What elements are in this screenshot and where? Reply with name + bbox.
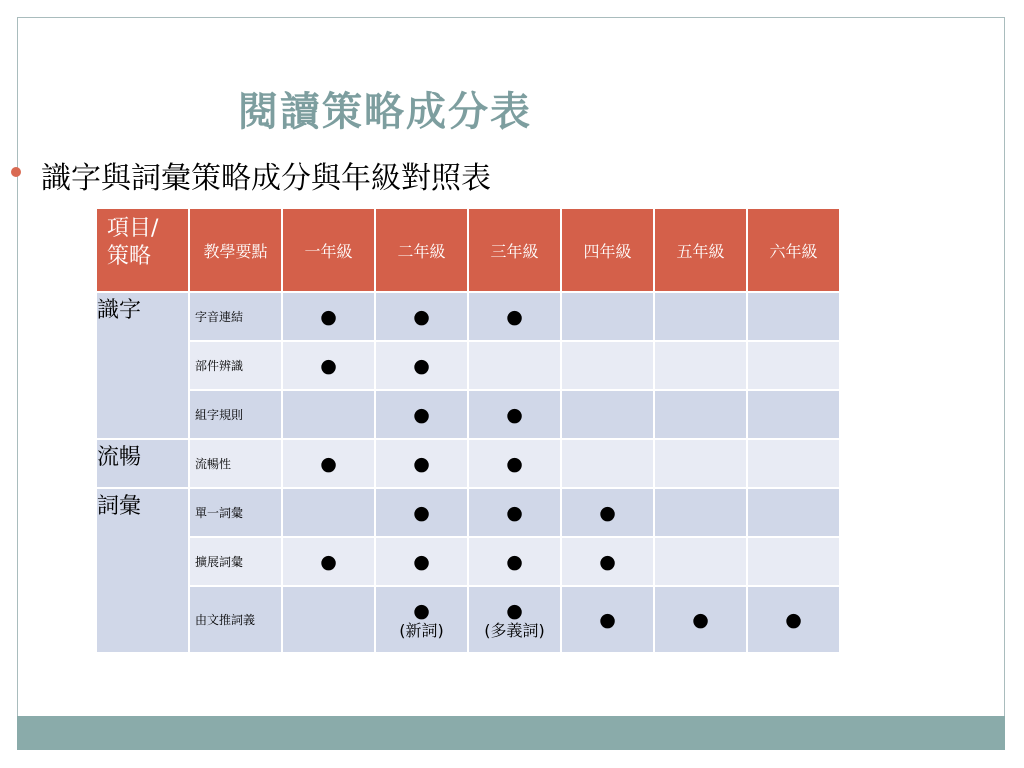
mark-cell-with-note bbox=[375, 586, 468, 653]
mark-cell bbox=[561, 292, 654, 341]
mark-cell bbox=[747, 439, 840, 488]
header-grade-2: 二年級 bbox=[375, 208, 468, 292]
mark-cell: ● bbox=[561, 586, 654, 653]
mark-cell bbox=[282, 586, 375, 653]
mark-cell bbox=[282, 488, 375, 537]
mark-cell bbox=[747, 341, 840, 390]
mark-cell: ● bbox=[468, 488, 561, 537]
header-grade-3: 三年級 bbox=[468, 208, 561, 292]
mark-cell: ● bbox=[561, 488, 654, 537]
mark-cell: ● bbox=[282, 341, 375, 390]
mark-cell bbox=[561, 390, 654, 439]
row-label: 流暢性 bbox=[189, 439, 282, 488]
table-row bbox=[96, 537, 840, 586]
mark-cell: ● bbox=[654, 586, 747, 653]
table-header-row bbox=[96, 208, 840, 292]
table-row bbox=[96, 390, 840, 439]
header-grade-5: 五年級 bbox=[654, 208, 747, 292]
mark-cell: ● bbox=[282, 439, 375, 488]
mark-cell: ● bbox=[375, 390, 468, 439]
mark-symbol: ● bbox=[506, 599, 523, 622]
table-row bbox=[96, 439, 840, 488]
mark-cell bbox=[561, 439, 654, 488]
header-grade-1: 一年級 bbox=[282, 208, 375, 292]
header-grade-6: 六年級 bbox=[747, 208, 840, 292]
mark-cell bbox=[654, 292, 747, 341]
mark-cell bbox=[747, 537, 840, 586]
mark-cell: ● bbox=[375, 537, 468, 586]
mark-cell bbox=[747, 488, 840, 537]
mark-cell: ● bbox=[375, 341, 468, 390]
mark-cell: ● bbox=[561, 537, 654, 586]
slide-title: 閱讀策略成分表 bbox=[238, 89, 532, 135]
mark-cell: ● bbox=[468, 439, 561, 488]
table-row bbox=[96, 488, 840, 537]
row-label: 部件辨識 bbox=[189, 341, 282, 390]
mark-note-polysemy: (多義詞) bbox=[484, 620, 545, 640]
mark-cell: ● bbox=[747, 586, 840, 653]
mark-cell bbox=[654, 537, 747, 586]
row-label: 擴展詞彙 bbox=[189, 537, 282, 586]
mark-cell-with-note bbox=[468, 586, 561, 653]
mark-cell: ● bbox=[468, 537, 561, 586]
row-label: 組字規則 bbox=[189, 390, 282, 439]
mark-note-new-word: (新詞) bbox=[399, 620, 444, 640]
category-vocabulary: 詞彙 bbox=[96, 488, 189, 653]
mark-cell bbox=[654, 390, 747, 439]
category-literacy: 識字 bbox=[96, 292, 189, 439]
mark-symbol: ● bbox=[413, 599, 430, 622]
mark-cell bbox=[282, 390, 375, 439]
mark-cell bbox=[468, 341, 561, 390]
table-row bbox=[96, 292, 840, 341]
mark-cell: ● bbox=[282, 537, 375, 586]
header-item-line1: 項目/ bbox=[107, 216, 159, 241]
mark-cell bbox=[654, 488, 747, 537]
mark-cell: ● bbox=[375, 488, 468, 537]
table-row bbox=[96, 586, 840, 653]
header-item-line2: 策略 bbox=[107, 244, 152, 269]
table-row bbox=[96, 341, 840, 390]
mark-cell bbox=[654, 341, 747, 390]
header-grade-4: 四年級 bbox=[561, 208, 654, 292]
category-fluency: 流暢 bbox=[96, 439, 189, 488]
header-item-strategy bbox=[96, 208, 189, 292]
mark-cell: ● bbox=[282, 292, 375, 341]
mark-cell bbox=[654, 439, 747, 488]
header-teaching-points: 教學要點 bbox=[189, 208, 282, 292]
row-label: 單一詞彙 bbox=[189, 488, 282, 537]
mark-cell bbox=[747, 390, 840, 439]
mark-cell bbox=[561, 341, 654, 390]
row-label: 由文推詞義 bbox=[189, 586, 282, 653]
mark-cell bbox=[747, 292, 840, 341]
mark-cell: ● bbox=[468, 390, 561, 439]
bullet-icon bbox=[11, 167, 21, 177]
mark-cell: ● bbox=[468, 292, 561, 341]
strategy-table bbox=[95, 207, 841, 654]
mark-cell: ● bbox=[375, 292, 468, 341]
slide-subtitle: 識字與詞彙策略成分與年級對照表 bbox=[41, 161, 491, 196]
mark-cell: ● bbox=[375, 439, 468, 488]
row-label: 字音連結 bbox=[189, 292, 282, 341]
footer-bar bbox=[17, 716, 1005, 750]
